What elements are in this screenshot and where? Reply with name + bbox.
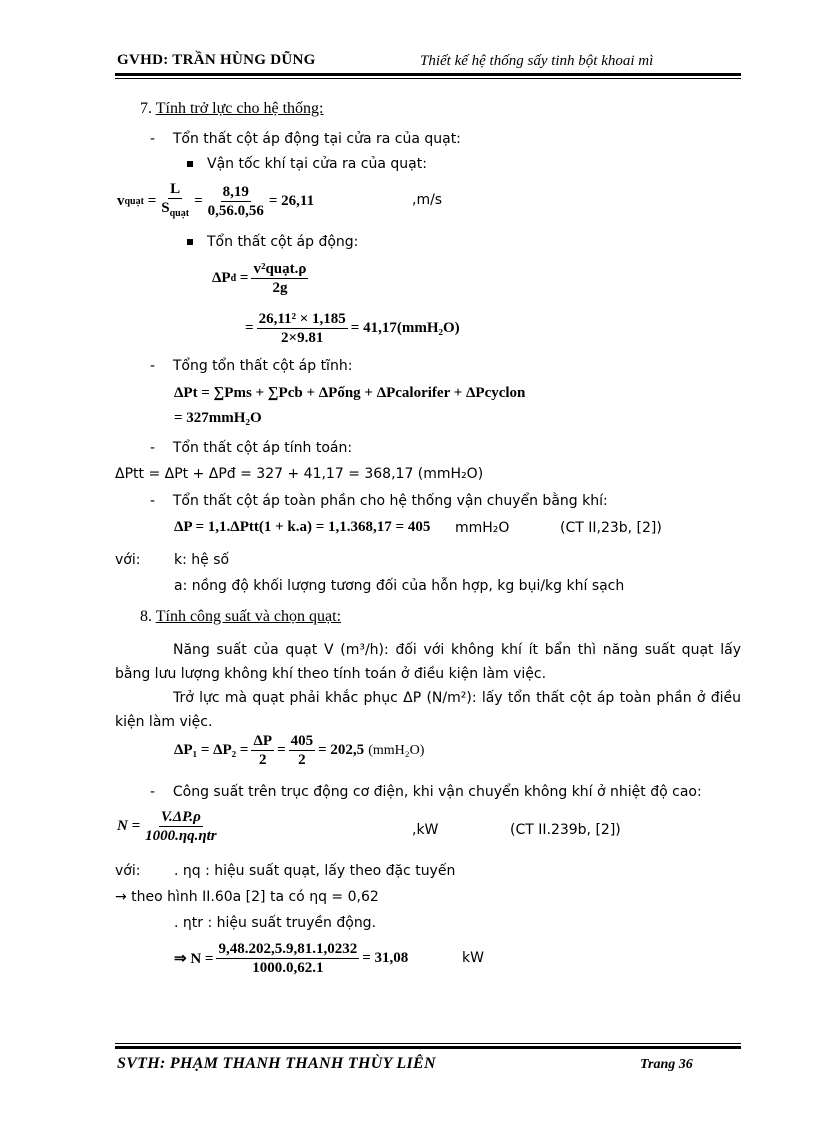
header-rule-thick xyxy=(115,73,741,76)
total-pressure-equation: ΔP = 1,1.ΔPtt(1 + k.a) = 1,1.368,17 = 405 xyxy=(174,519,431,535)
static-pressure-equation: ΔPt = ∑Pms + ∑Pcb + ΔPống + ΔPcalorifer + ΔPcyclon xyxy=(174,385,526,401)
power-calc-unit: kW xyxy=(462,950,484,966)
header-rule-thin xyxy=(115,78,741,79)
bullet-icon xyxy=(187,161,193,167)
dynamic-pressure-equation: ΔP đ = $\frac{\text{v²quạt.ρ}}{2g}$ xyxy=(212,261,307,296)
power-equation: N = $\frac{V.\Delta P.\rho}{\text{1000.ηq.ηtr}}$ xyxy=(117,809,217,844)
total-pressure-ref: (CT II,23b, [2]) xyxy=(560,520,662,536)
footer-student: SVTH: PHẠM THANH THANH THÙY LIÊN xyxy=(117,1055,436,1072)
header-title: Thiết kế hệ thống sấy tinh bột khoai mì xyxy=(420,53,654,69)
list-item-calc-pressure: - Tổn thất cột áp tính toán: xyxy=(150,440,353,456)
bullet-icon xyxy=(187,239,193,245)
page-number: Trang 36 xyxy=(640,1057,693,1072)
with-label: với: xyxy=(115,552,141,568)
dynamic-pressure-calc: = $\frac{\text{26,11² × 1,185}}{2\times 9.81}$ = 41,17(mmH₂O) xyxy=(245,311,460,346)
power-ref: (CT II.239b, [2]) xyxy=(510,822,621,838)
k-definition: k: hệ số xyxy=(174,552,230,568)
eta-tr-definition: . ηtr : hiệu suất truyền động. xyxy=(174,915,377,931)
pressure-split-equation: ΔP₁ = ΔP₂ = $\frac{\Delta P}{2}$ = $\frac{405}{2}$ = 202,5 (mmH₂O) xyxy=(174,733,425,768)
header-author: GVHD: TRẦN HÙNG DŨNG xyxy=(117,52,316,68)
static-pressure-result: = 327mmH₂O xyxy=(174,410,262,426)
section-8-heading: 8. Tính công suất và chọn quạt: xyxy=(140,608,342,625)
power-calc-equation: ⇒ N = $\frac{9,48.202,5.9,81.1,0232}{1000.0,62.1}$ = 31,08 xyxy=(174,941,409,976)
total-pressure-unit: mmH₂O xyxy=(455,520,510,536)
eta-q-definition: . ηq : hiệu suất quạt, lấy theo đặc tuyến xyxy=(174,863,456,879)
footer-rule-thin xyxy=(115,1043,741,1044)
section-7-heading: 7. Tính trở lực cho hệ thống: xyxy=(140,100,324,117)
calc-pressure-line: ΔPtt = ΔPt + ΔPđ = 327 + 41,17 = 368,17 (mmH₂O) xyxy=(115,466,484,482)
section-7-title: Tính trở lực cho hệ thống: xyxy=(155,100,324,117)
list-item-static-pressure: - Tổng tổn thất cột áp tĩnh: xyxy=(150,358,353,374)
bullet-velocity: Vận tốc khí tại cửa ra của quạt: xyxy=(187,156,427,172)
velocity-unit: ,m/s xyxy=(412,192,443,208)
footer-rule-thick xyxy=(115,1046,741,1049)
paragraph-capacity: Năng suất của quạt V (m³/h): đối với không khí ít bẩn thì năng suất quạt lấy bằng lưu lượng không khí theo tính toán ở điều kiện làm việc. xyxy=(115,642,741,682)
list-item-total-pressure: - Tổn thất cột áp toàn phần cho hệ thống vận chuyển bằng khí: xyxy=(150,493,608,509)
with-label-2: với: xyxy=(115,863,141,879)
section-8-title: Tính công suất và chọn quạt: xyxy=(155,608,342,625)
bullet-dynamic-loss: Tổn thất cột áp động: xyxy=(187,234,358,250)
eta-q-value: → theo hình II.60a [2] ta có ηq = 0,62 xyxy=(115,889,379,905)
list-item-dynamic-pressure: - Tổn thất cột áp động tại cửa ra của quạt: xyxy=(150,131,461,147)
list-item-power: - Công suất trên trục động cơ điện, khi vận chuyển không khí ở nhiệt độ cao: xyxy=(150,784,702,800)
paragraph-resistance: Trở lực mà quạt phải khắc phục ΔP (N/m²): lấy tổn thất cột áp toàn phần ở điều kiện làm việc. xyxy=(115,690,741,730)
a-definition: a: nồng độ khối lượng tương đối của hỗn hợp, kg bụi/kg khí sạch xyxy=(174,578,625,594)
velocity-equation: v quạt = $\frac{L}{S_{quạt}}$ = $\frac{8,19}{0,56.0,56}$ = 26,11 xyxy=(117,181,315,219)
power-unit: ,kW xyxy=(412,822,439,838)
